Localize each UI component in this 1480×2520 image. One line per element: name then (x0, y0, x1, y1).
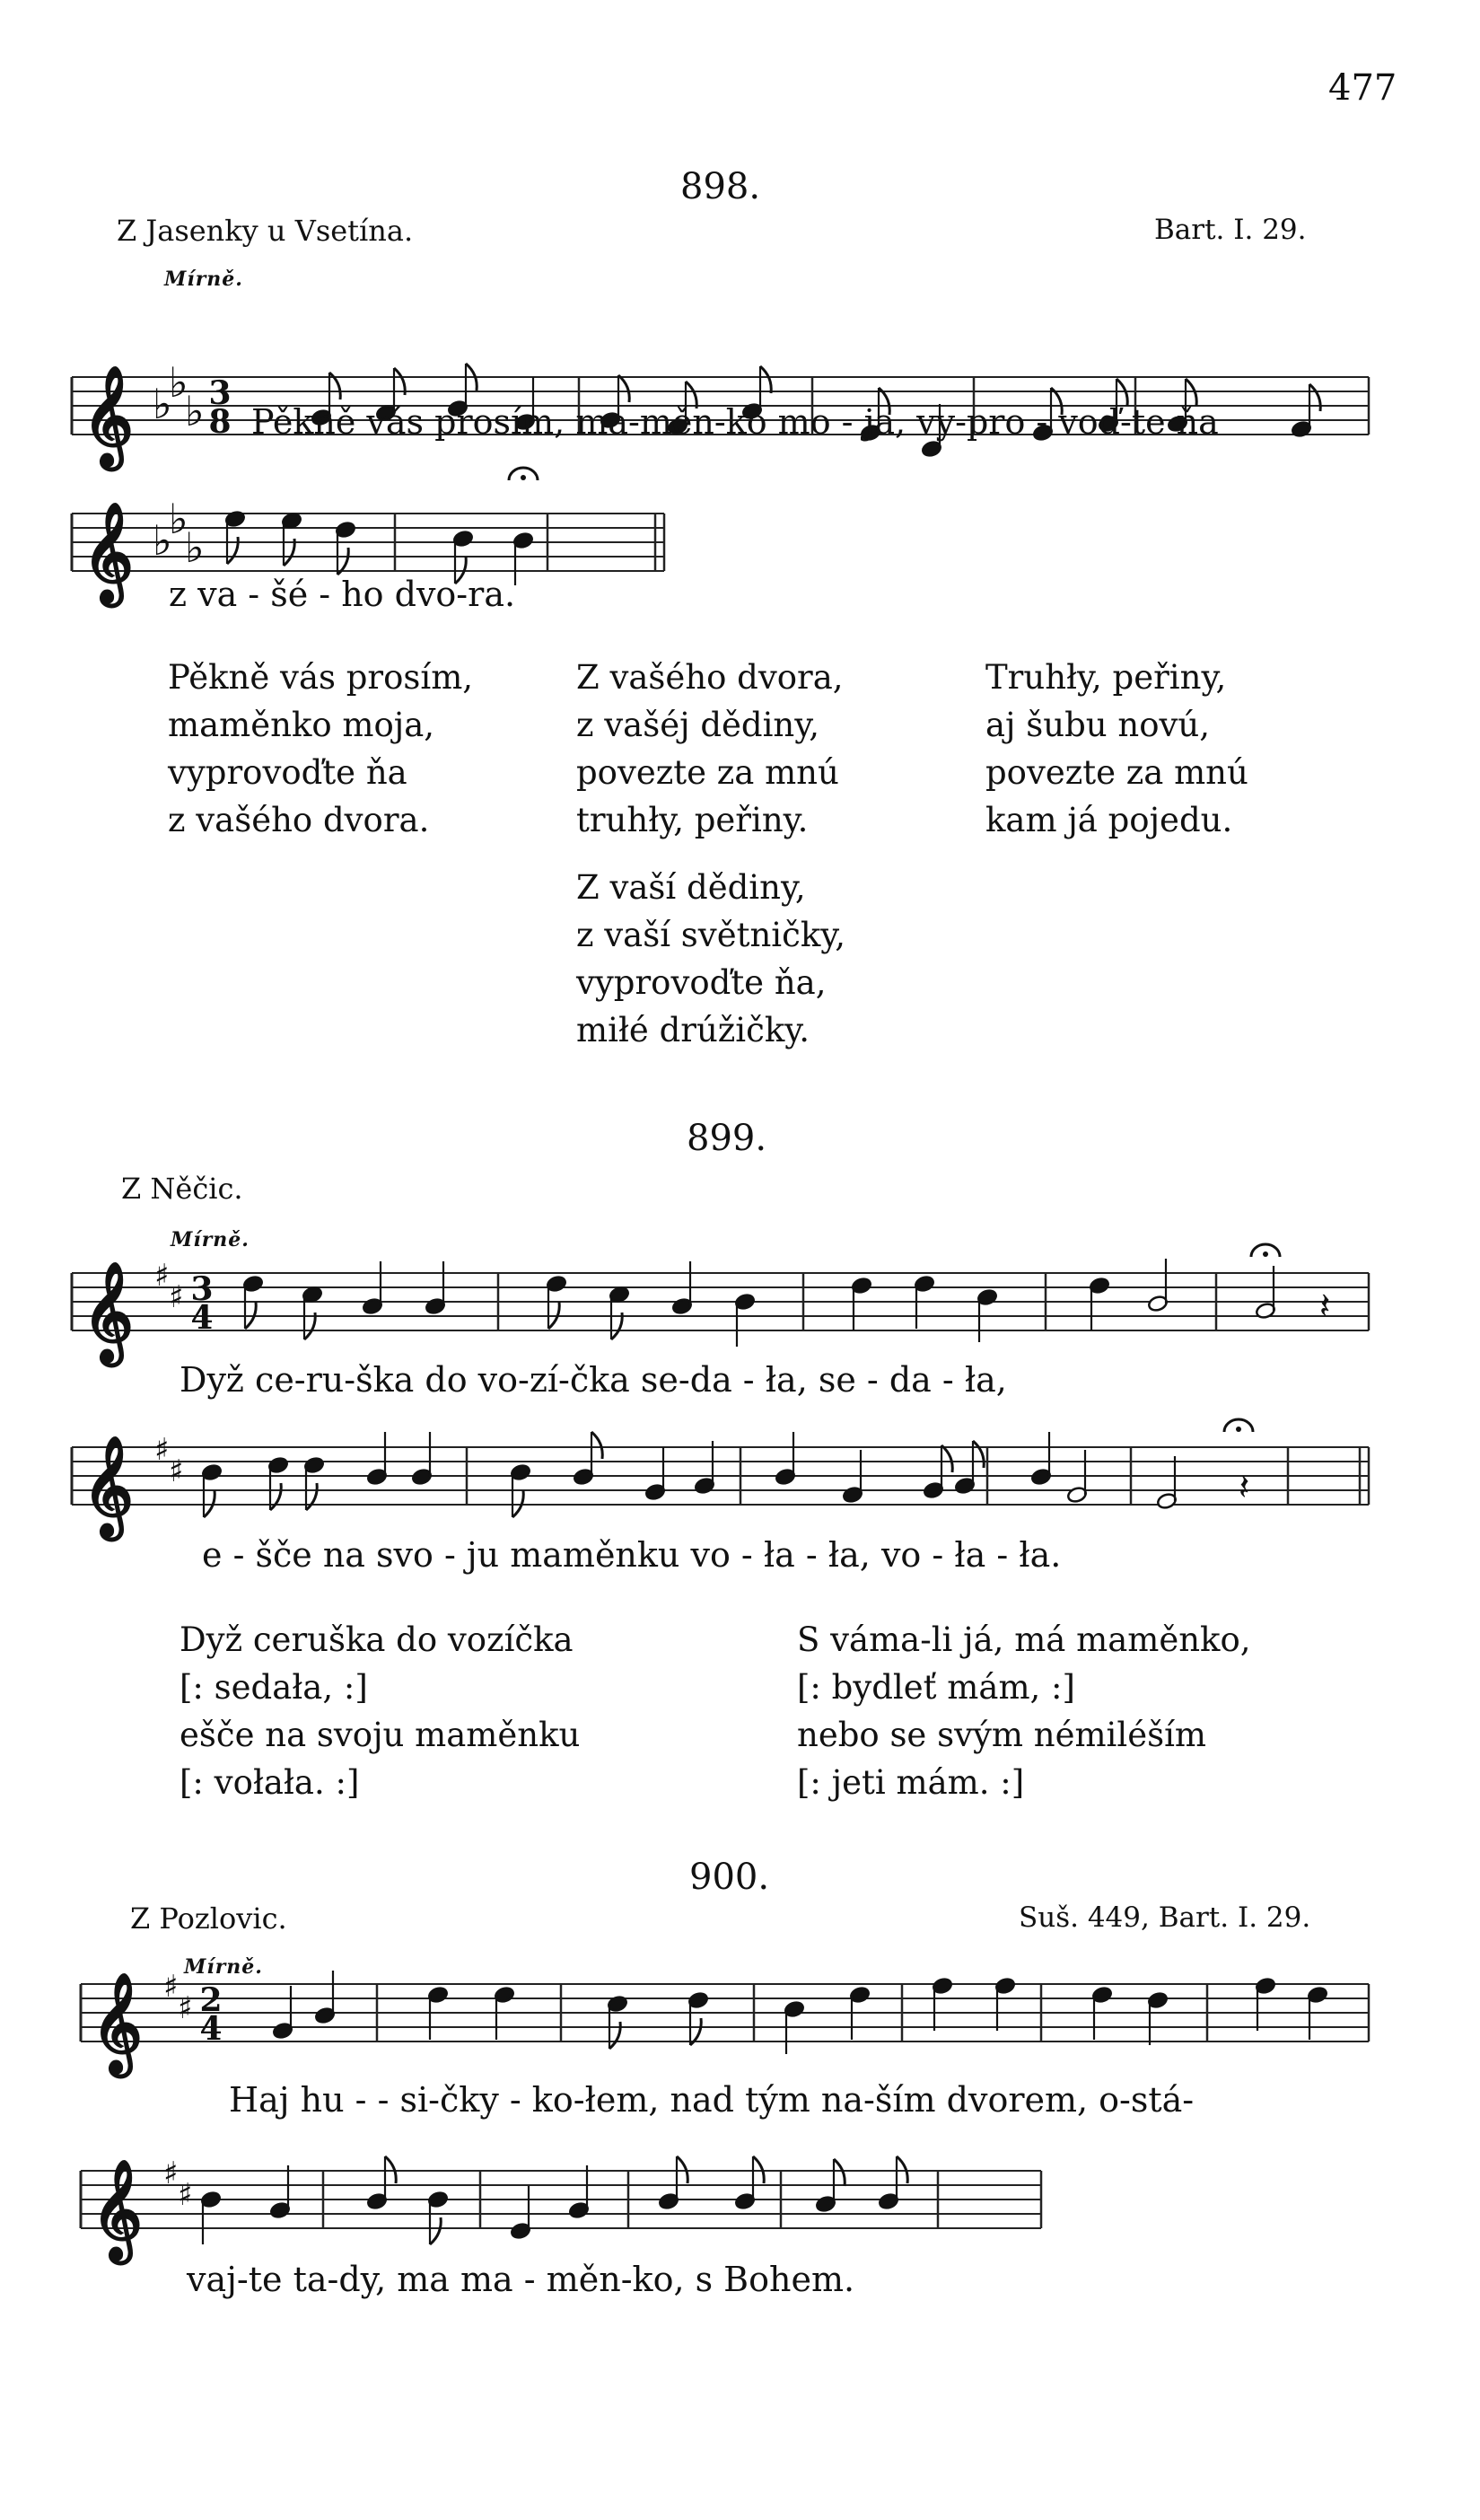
verse-line: [: vołała. :] (180, 1763, 360, 1802)
page-number: 477 (1328, 67, 1397, 109)
song-origin: Z Něčic. (121, 1172, 243, 1206)
lyrics-line: z va - šé - ho dvo-ra. (169, 575, 516, 614)
treble-clef-icon: 𝄞 (92, 2158, 143, 2260)
verse-line: Dyž ceruška do vozíčka (180, 1620, 574, 1659)
song-number: 899. (687, 1118, 767, 1159)
flat-icon: ♭ (185, 387, 205, 435)
verse-line: [: jeti mám. :] (797, 1763, 1025, 1802)
tempo-marking: Mírně. (171, 1228, 250, 1251)
lyrics-line: Dyž ce-ru-ška do vo-zí-čka se-da - ła, se - da - ła, (180, 1360, 1007, 1400)
verse-line: maměnko moja, (168, 706, 435, 744)
song-number: 900. (689, 1857, 770, 1898)
tempo-marking: Mírně. (184, 1955, 263, 1979)
verse-line: povezte za mnú (576, 753, 839, 792)
time-signature-bottom: 4 (190, 1299, 214, 1337)
time-signature-bottom: 8 (208, 403, 232, 441)
treble-clef-icon: 𝄞 (83, 1435, 134, 1536)
verse-line: miłé drúžičky. (576, 1011, 810, 1049)
sharp-icon: ♯ (178, 1990, 193, 2026)
verse-line: Truhły, peřiny, (985, 658, 1227, 697)
note-flag (430, 2217, 441, 2244)
song-origin: Z Jasenky u Vsetína. (117, 214, 414, 248)
verse-line: kam já pojedu. (985, 801, 1233, 839)
song-source: Suš. 449, Bart. I. 29. (1019, 1901, 1311, 1934)
flat-icon: ♭ (153, 380, 172, 428)
verse-line: z vaší světničky, (576, 916, 846, 954)
verse-line: aj šubu novú, (985, 706, 1210, 744)
verse-line: vyprovoďte ňa (168, 753, 407, 792)
sharp-icon: ♯ (154, 1432, 170, 1468)
treble-clef-icon: 𝄞 (83, 1260, 134, 1362)
sharp-icon: ♯ (154, 1258, 170, 1294)
lyrics-line: Haj hu - - si-čky - ko-łem, nad tým na-ším dvorem, o-stá- (229, 2080, 1195, 2120)
note-flag (834, 2159, 845, 2186)
time-signature-top: 2 (199, 1981, 223, 2019)
flat-icon: ♭ (169, 358, 188, 407)
verse-line: ešče na svoju maměnku (180, 1716, 581, 1754)
flat-icon: ♭ (185, 523, 205, 572)
verse-line: vyprovoďte ňa, (576, 963, 827, 1002)
sharp-icon: ♯ (169, 1279, 184, 1315)
sharp-icon: ♯ (163, 2156, 179, 2191)
sharp-icon: ♯ (178, 2177, 193, 2213)
sharp-icon: ♯ (169, 1453, 184, 1489)
time-signature-bottom: 4 (199, 2010, 223, 2048)
song-origin: Z Pozlovic. (130, 1901, 287, 1936)
treble-clef-icon: 𝄞 (92, 1971, 143, 2073)
song-number: 898. (680, 166, 761, 207)
lyrics-line: e - šče na svo - ju maměnku vo - ła - ła, vo - ła - ła. (202, 1535, 1062, 1575)
verse-line: Pěkně vás prosím, (168, 658, 474, 697)
verse-line: truhły, peřiny. (576, 801, 809, 839)
verse-line: S váma-li já, má maměnko, (797, 1620, 1251, 1659)
lyrics-line: vaj-te ta-dy, ma ma - měn-ko, s Bohem. (187, 2260, 855, 2299)
time-signature-top: 3 (190, 1270, 214, 1308)
verse-line: Z vaší dědiny, (576, 868, 806, 907)
verse-line: z vašéj dědiny, (576, 706, 820, 744)
verse-line: Z vašého dvora, (576, 658, 844, 697)
quarter-rest-icon: 𝄽 (1319, 1286, 1331, 1327)
time-signature-top: 3 (208, 374, 232, 412)
verse-line: povezte za mnú (985, 753, 1248, 792)
verse-line: nebo se svým némiléším (797, 1716, 1207, 1754)
lyrics-line: Pěkně vás prosím, ma-měn-ko mo - ja, vy-pro - voď-te ňa (251, 402, 1219, 442)
verse-line: z vašého dvora. (168, 801, 430, 839)
sharp-icon: ♯ (163, 1969, 179, 2005)
treble-clef-icon: 𝄞 (83, 501, 134, 602)
flat-icon: ♭ (153, 516, 172, 565)
verse-line: [: sedała, :] (180, 1668, 368, 1707)
treble-clef-icon: 𝄞 (83, 364, 134, 466)
verse-line: [: bydleť mám, :] (797, 1668, 1075, 1707)
quarter-rest-icon: 𝄽 (1239, 1467, 1250, 1508)
flat-icon: ♭ (169, 495, 188, 543)
song-source: Bart. I. 29. (1154, 214, 1307, 246)
tempo-marking: Mírně. (164, 268, 243, 291)
